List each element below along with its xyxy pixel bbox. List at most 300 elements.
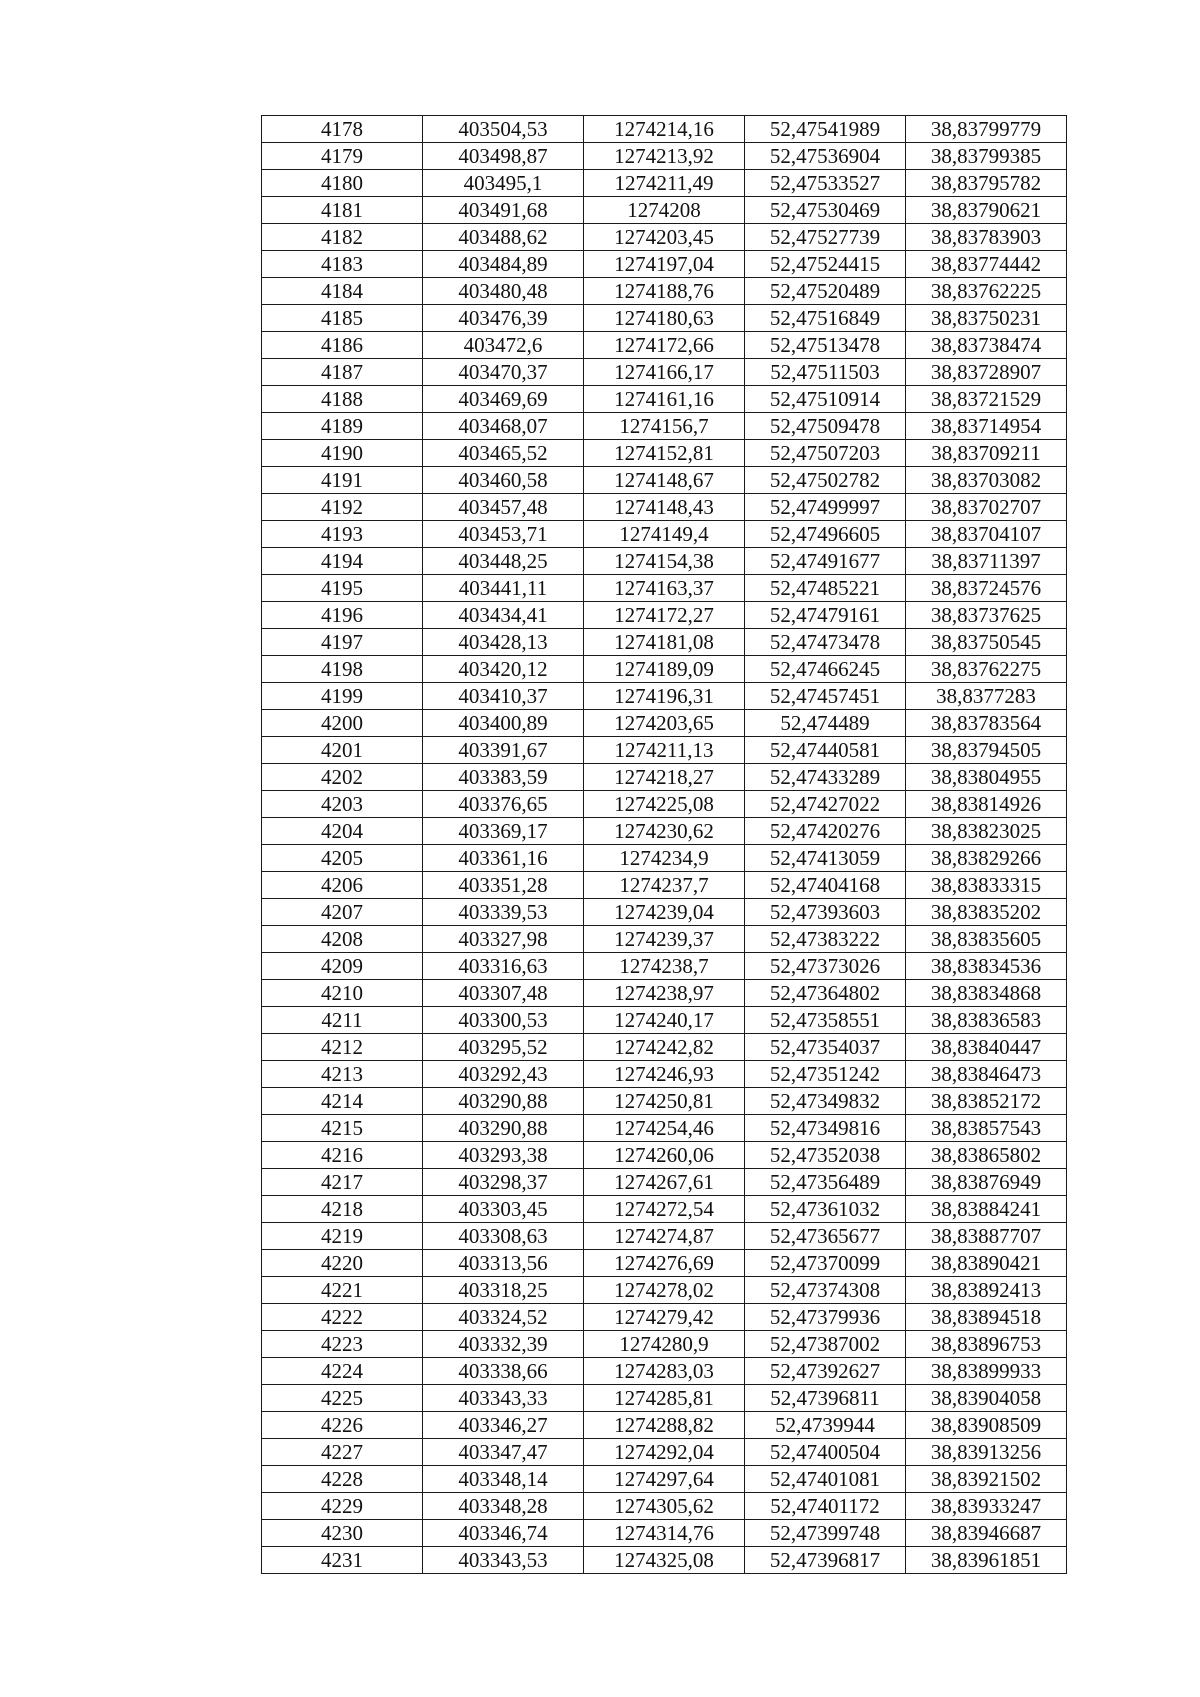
y-coordinate-cell: 1274148,67 [584, 467, 745, 494]
table-row [262, 872, 1067, 899]
longitude-cell: 38,83711397 [906, 548, 1067, 575]
longitude-cell: 38,83799779 [906, 116, 1067, 143]
longitude-cell: 38,83814926 [906, 791, 1067, 818]
longitude-cell: 38,83823025 [906, 818, 1067, 845]
latitude-cell: 52,47427022 [745, 791, 906, 818]
longitude-cell: 38,8377283 [906, 683, 1067, 710]
table-row [262, 1385, 1067, 1412]
longitude-cell: 38,83904058 [906, 1385, 1067, 1412]
point-number-cell: 4192 [262, 494, 423, 521]
latitude-cell: 52,47473478 [745, 629, 906, 656]
y-coordinate-cell: 1274154,38 [584, 548, 745, 575]
y-coordinate-cell: 1274196,31 [584, 683, 745, 710]
point-number-cell: 4205 [262, 845, 423, 872]
table-row [262, 1277, 1067, 1304]
coordinates-table-body [262, 116, 1067, 1574]
point-number-cell: 4224 [262, 1358, 423, 1385]
x-coordinate-cell: 403346,27 [423, 1412, 584, 1439]
point-number-cell: 4200 [262, 710, 423, 737]
y-coordinate-cell: 1274172,66 [584, 332, 745, 359]
y-coordinate-cell: 1274225,08 [584, 791, 745, 818]
point-number-cell: 4214 [262, 1088, 423, 1115]
table-row [262, 494, 1067, 521]
y-coordinate-cell: 1274189,09 [584, 656, 745, 683]
longitude-cell: 38,83946687 [906, 1520, 1067, 1547]
table-row [262, 224, 1067, 251]
table-row [262, 710, 1067, 737]
y-coordinate-cell: 1274211,13 [584, 737, 745, 764]
table-row [262, 1493, 1067, 1520]
longitude-cell: 38,83840447 [906, 1034, 1067, 1061]
table-row [262, 197, 1067, 224]
longitude-cell: 38,83750231 [906, 305, 1067, 332]
latitude-cell: 52,47349816 [745, 1115, 906, 1142]
x-coordinate-cell: 403453,71 [423, 521, 584, 548]
x-coordinate-cell: 403491,68 [423, 197, 584, 224]
longitude-cell: 38,83709211 [906, 440, 1067, 467]
point-number-cell: 4193 [262, 521, 423, 548]
y-coordinate-cell: 1274246,93 [584, 1061, 745, 1088]
x-coordinate-cell: 403290,88 [423, 1115, 584, 1142]
latitude-cell: 52,47352038 [745, 1142, 906, 1169]
latitude-cell: 52,47396817 [745, 1547, 906, 1574]
x-coordinate-cell: 403348,28 [423, 1493, 584, 1520]
y-coordinate-cell: 1274314,76 [584, 1520, 745, 1547]
x-coordinate-cell: 403318,25 [423, 1277, 584, 1304]
longitude-cell: 38,83876949 [906, 1169, 1067, 1196]
x-coordinate-cell: 403316,63 [423, 953, 584, 980]
x-coordinate-cell: 403441,11 [423, 575, 584, 602]
point-number-cell: 4194 [262, 548, 423, 575]
longitude-cell: 38,83834536 [906, 953, 1067, 980]
point-number-cell: 4201 [262, 737, 423, 764]
x-coordinate-cell: 403308,63 [423, 1223, 584, 1250]
point-number-cell: 4206 [262, 872, 423, 899]
latitude-cell: 52,47349832 [745, 1088, 906, 1115]
longitude-cell: 38,83783903 [906, 224, 1067, 251]
latitude-cell: 52,47491677 [745, 548, 906, 575]
latitude-cell: 52,47401081 [745, 1466, 906, 1493]
x-coordinate-cell: 403298,37 [423, 1169, 584, 1196]
point-number-cell: 4195 [262, 575, 423, 602]
table-row [262, 332, 1067, 359]
table-row [262, 1061, 1067, 1088]
longitude-cell: 38,83884241 [906, 1196, 1067, 1223]
latitude-cell: 52,47373026 [745, 953, 906, 980]
y-coordinate-cell: 1274234,9 [584, 845, 745, 872]
table-row [262, 1439, 1067, 1466]
y-coordinate-cell: 1274276,69 [584, 1250, 745, 1277]
y-coordinate-cell: 1274279,42 [584, 1304, 745, 1331]
x-coordinate-cell: 403351,28 [423, 872, 584, 899]
point-number-cell: 4187 [262, 359, 423, 386]
latitude-cell: 52,47511503 [745, 359, 906, 386]
x-coordinate-cell: 403472,6 [423, 332, 584, 359]
y-coordinate-cell: 1274188,76 [584, 278, 745, 305]
latitude-cell: 52,47530469 [745, 197, 906, 224]
table-row [262, 1331, 1067, 1358]
x-coordinate-cell: 403339,53 [423, 899, 584, 926]
point-number-cell: 4220 [262, 1250, 423, 1277]
x-coordinate-cell: 403465,52 [423, 440, 584, 467]
table-row [262, 467, 1067, 494]
y-coordinate-cell: 1274149,4 [584, 521, 745, 548]
y-coordinate-cell: 1274166,17 [584, 359, 745, 386]
y-coordinate-cell: 1274239,37 [584, 926, 745, 953]
latitude-cell: 52,47356489 [745, 1169, 906, 1196]
point-number-cell: 4223 [262, 1331, 423, 1358]
y-coordinate-cell: 1274305,62 [584, 1493, 745, 1520]
longitude-cell: 38,83896753 [906, 1331, 1067, 1358]
point-number-cell: 4209 [262, 953, 423, 980]
latitude-cell: 52,47479161 [745, 602, 906, 629]
y-coordinate-cell: 1274214,16 [584, 116, 745, 143]
longitude-cell: 38,83724576 [906, 575, 1067, 602]
longitude-cell: 38,83737625 [906, 602, 1067, 629]
y-coordinate-cell: 1274238,97 [584, 980, 745, 1007]
x-coordinate-cell: 403303,45 [423, 1196, 584, 1223]
table-row [262, 953, 1067, 980]
table-row [262, 737, 1067, 764]
longitude-cell: 38,83795782 [906, 170, 1067, 197]
latitude-cell: 52,47420276 [745, 818, 906, 845]
table-row [262, 926, 1067, 953]
longitude-cell: 38,83762275 [906, 656, 1067, 683]
y-coordinate-cell: 1274238,7 [584, 953, 745, 980]
longitude-cell: 38,83852172 [906, 1088, 1067, 1115]
latitude-cell: 52,47358551 [745, 1007, 906, 1034]
table-row [262, 1142, 1067, 1169]
latitude-cell: 52,47485221 [745, 575, 906, 602]
table-row [262, 278, 1067, 305]
x-coordinate-cell: 403327,98 [423, 926, 584, 953]
longitude-cell: 38,83704107 [906, 521, 1067, 548]
point-number-cell: 4185 [262, 305, 423, 332]
table-row [262, 1196, 1067, 1223]
latitude-cell: 52,47365677 [745, 1223, 906, 1250]
x-coordinate-cell: 403383,59 [423, 764, 584, 791]
x-coordinate-cell: 403469,69 [423, 386, 584, 413]
y-coordinate-cell: 1274250,81 [584, 1088, 745, 1115]
point-number-cell: 4211 [262, 1007, 423, 1034]
y-coordinate-cell: 1274278,02 [584, 1277, 745, 1304]
latitude-cell: 52,47499997 [745, 494, 906, 521]
x-coordinate-cell: 403428,13 [423, 629, 584, 656]
latitude-cell: 52,47393603 [745, 899, 906, 926]
longitude-cell: 38,83835202 [906, 899, 1067, 926]
x-coordinate-cell: 403448,25 [423, 548, 584, 575]
y-coordinate-cell: 1274267,61 [584, 1169, 745, 1196]
x-coordinate-cell: 403400,89 [423, 710, 584, 737]
table-row [262, 1304, 1067, 1331]
point-number-cell: 4213 [262, 1061, 423, 1088]
latitude-cell: 52,47379936 [745, 1304, 906, 1331]
y-coordinate-cell: 1274292,04 [584, 1439, 745, 1466]
latitude-cell: 52,47536904 [745, 143, 906, 170]
point-number-cell: 4179 [262, 143, 423, 170]
latitude-cell: 52,47383222 [745, 926, 906, 953]
point-number-cell: 4225 [262, 1385, 423, 1412]
longitude-cell: 38,83887707 [906, 1223, 1067, 1250]
latitude-cell: 52,47351242 [745, 1061, 906, 1088]
point-number-cell: 4219 [262, 1223, 423, 1250]
x-coordinate-cell: 403391,67 [423, 737, 584, 764]
point-number-cell: 4182 [262, 224, 423, 251]
table-row [262, 899, 1067, 926]
latitude-cell: 52,47370099 [745, 1250, 906, 1277]
table-row [262, 1547, 1067, 1574]
y-coordinate-cell: 1274242,82 [584, 1034, 745, 1061]
longitude-cell: 38,83762225 [906, 278, 1067, 305]
x-coordinate-cell: 403313,56 [423, 1250, 584, 1277]
longitude-cell: 38,83894518 [906, 1304, 1067, 1331]
x-coordinate-cell: 403293,38 [423, 1142, 584, 1169]
y-coordinate-cell: 1274280,9 [584, 1331, 745, 1358]
point-number-cell: 4207 [262, 899, 423, 926]
table-row [262, 602, 1067, 629]
point-number-cell: 4228 [262, 1466, 423, 1493]
point-number-cell: 4197 [262, 629, 423, 656]
point-number-cell: 4217 [262, 1169, 423, 1196]
x-coordinate-cell: 403307,48 [423, 980, 584, 1007]
y-coordinate-cell: 1274230,62 [584, 818, 745, 845]
y-coordinate-cell: 1274203,45 [584, 224, 745, 251]
x-coordinate-cell: 403457,48 [423, 494, 584, 521]
x-coordinate-cell: 403300,53 [423, 1007, 584, 1034]
latitude-cell: 52,47507203 [745, 440, 906, 467]
x-coordinate-cell: 403495,1 [423, 170, 584, 197]
table-row [262, 1466, 1067, 1493]
longitude-cell: 38,83921502 [906, 1466, 1067, 1493]
latitude-cell: 52,47396811 [745, 1385, 906, 1412]
y-coordinate-cell: 1274181,08 [584, 629, 745, 656]
x-coordinate-cell: 403434,41 [423, 602, 584, 629]
latitude-cell: 52,47541989 [745, 116, 906, 143]
table-row [262, 170, 1067, 197]
table-row [262, 1088, 1067, 1115]
point-number-cell: 4186 [262, 332, 423, 359]
latitude-cell: 52,47496605 [745, 521, 906, 548]
x-coordinate-cell: 403324,52 [423, 1304, 584, 1331]
y-coordinate-cell: 1274197,04 [584, 251, 745, 278]
latitude-cell: 52,47361032 [745, 1196, 906, 1223]
table-row [262, 1169, 1067, 1196]
latitude-cell: 52,47364802 [745, 980, 906, 1007]
x-coordinate-cell: 403290,88 [423, 1088, 584, 1115]
table-row [262, 1358, 1067, 1385]
y-coordinate-cell: 1274172,27 [584, 602, 745, 629]
latitude-cell: 52,47404168 [745, 872, 906, 899]
y-coordinate-cell: 1274208 [584, 197, 745, 224]
latitude-cell: 52,47502782 [745, 467, 906, 494]
x-coordinate-cell: 403347,47 [423, 1439, 584, 1466]
latitude-cell: 52,474489 [745, 710, 906, 737]
latitude-cell: 52,47513478 [745, 332, 906, 359]
x-coordinate-cell: 403343,33 [423, 1385, 584, 1412]
longitude-cell: 38,83961851 [906, 1547, 1067, 1574]
x-coordinate-cell: 403410,37 [423, 683, 584, 710]
table-row [262, 845, 1067, 872]
point-number-cell: 4178 [262, 116, 423, 143]
y-coordinate-cell: 1274297,64 [584, 1466, 745, 1493]
longitude-cell: 38,83899933 [906, 1358, 1067, 1385]
longitude-cell: 38,83750545 [906, 629, 1067, 656]
y-coordinate-cell: 1274148,43 [584, 494, 745, 521]
point-number-cell: 4210 [262, 980, 423, 1007]
longitude-cell: 38,83790621 [906, 197, 1067, 224]
x-coordinate-cell: 403420,12 [423, 656, 584, 683]
longitude-cell: 38,83890421 [906, 1250, 1067, 1277]
y-coordinate-cell: 1274283,03 [584, 1358, 745, 1385]
x-coordinate-cell: 403488,62 [423, 224, 584, 251]
point-number-cell: 4196 [262, 602, 423, 629]
point-number-cell: 4222 [262, 1304, 423, 1331]
y-coordinate-cell: 1274161,16 [584, 386, 745, 413]
latitude-cell: 52,4739944 [745, 1412, 906, 1439]
latitude-cell: 52,47516849 [745, 305, 906, 332]
x-coordinate-cell: 403470,37 [423, 359, 584, 386]
point-number-cell: 4218 [262, 1196, 423, 1223]
point-number-cell: 4215 [262, 1115, 423, 1142]
y-coordinate-cell: 1274240,17 [584, 1007, 745, 1034]
point-number-cell: 4191 [262, 467, 423, 494]
latitude-cell: 52,47354037 [745, 1034, 906, 1061]
y-coordinate-cell: 1274180,63 [584, 305, 745, 332]
y-coordinate-cell: 1274213,92 [584, 143, 745, 170]
latitude-cell: 52,47399748 [745, 1520, 906, 1547]
point-number-cell: 4183 [262, 251, 423, 278]
longitude-cell: 38,83892413 [906, 1277, 1067, 1304]
point-number-cell: 4216 [262, 1142, 423, 1169]
longitude-cell: 38,83833315 [906, 872, 1067, 899]
table-row [262, 1520, 1067, 1547]
latitude-cell: 52,47509478 [745, 413, 906, 440]
coordinates-table [261, 115, 1067, 1574]
table-row [262, 548, 1067, 575]
y-coordinate-cell: 1274254,46 [584, 1115, 745, 1142]
x-coordinate-cell: 403292,43 [423, 1061, 584, 1088]
point-number-cell: 4202 [262, 764, 423, 791]
table-row [262, 1250, 1067, 1277]
y-coordinate-cell: 1274152,81 [584, 440, 745, 467]
latitude-cell: 52,47413059 [745, 845, 906, 872]
y-coordinate-cell: 1274239,04 [584, 899, 745, 926]
latitude-cell: 52,47374308 [745, 1277, 906, 1304]
table-row [262, 413, 1067, 440]
x-coordinate-cell: 403376,65 [423, 791, 584, 818]
longitude-cell: 38,83908509 [906, 1412, 1067, 1439]
table-row [262, 251, 1067, 278]
table-row [262, 818, 1067, 845]
latitude-cell: 52,47440581 [745, 737, 906, 764]
x-coordinate-cell: 403295,52 [423, 1034, 584, 1061]
longitude-cell: 38,83714954 [906, 413, 1067, 440]
point-number-cell: 4204 [262, 818, 423, 845]
latitude-cell: 52,47400504 [745, 1439, 906, 1466]
point-number-cell: 4226 [262, 1412, 423, 1439]
longitude-cell: 38,83865802 [906, 1142, 1067, 1169]
latitude-cell: 52,47533527 [745, 170, 906, 197]
latitude-cell: 52,47510914 [745, 386, 906, 413]
latitude-cell: 52,47527739 [745, 224, 906, 251]
y-coordinate-cell: 1274272,54 [584, 1196, 745, 1223]
x-coordinate-cell: 403343,53 [423, 1547, 584, 1574]
longitude-cell: 38,83774442 [906, 251, 1067, 278]
table-row [262, 575, 1067, 602]
latitude-cell: 52,47524415 [745, 251, 906, 278]
point-number-cell: 4184 [262, 278, 423, 305]
point-number-cell: 4180 [262, 170, 423, 197]
longitude-cell: 38,83835605 [906, 926, 1067, 953]
y-coordinate-cell: 1274237,7 [584, 872, 745, 899]
longitude-cell: 38,83829266 [906, 845, 1067, 872]
latitude-cell: 52,47392627 [745, 1358, 906, 1385]
x-coordinate-cell: 403346,74 [423, 1520, 584, 1547]
table-row [262, 683, 1067, 710]
y-coordinate-cell: 1274163,37 [584, 575, 745, 602]
table-row [262, 1034, 1067, 1061]
latitude-cell: 52,47466245 [745, 656, 906, 683]
point-number-cell: 4227 [262, 1439, 423, 1466]
table-row [262, 791, 1067, 818]
table-row [262, 305, 1067, 332]
x-coordinate-cell: 403361,16 [423, 845, 584, 872]
latitude-cell: 52,47401172 [745, 1493, 906, 1520]
y-coordinate-cell: 1274325,08 [584, 1547, 745, 1574]
point-number-cell: 4229 [262, 1493, 423, 1520]
table-row [262, 1223, 1067, 1250]
x-coordinate-cell: 403348,14 [423, 1466, 584, 1493]
table-row [262, 143, 1067, 170]
table-row [262, 1007, 1067, 1034]
table-row [262, 980, 1067, 1007]
longitude-cell: 38,83913256 [906, 1439, 1067, 1466]
longitude-cell: 38,83702707 [906, 494, 1067, 521]
x-coordinate-cell: 403338,66 [423, 1358, 584, 1385]
point-number-cell: 4199 [262, 683, 423, 710]
x-coordinate-cell: 403476,39 [423, 305, 584, 332]
x-coordinate-cell: 403369,17 [423, 818, 584, 845]
x-coordinate-cell: 403504,53 [423, 116, 584, 143]
x-coordinate-cell: 403480,48 [423, 278, 584, 305]
table-row [262, 656, 1067, 683]
x-coordinate-cell: 403468,07 [423, 413, 584, 440]
point-number-cell: 4208 [262, 926, 423, 953]
point-number-cell: 4212 [262, 1034, 423, 1061]
table-row [262, 629, 1067, 656]
y-coordinate-cell: 1274156,7 [584, 413, 745, 440]
x-coordinate-cell: 403498,87 [423, 143, 584, 170]
longitude-cell: 38,83836583 [906, 1007, 1067, 1034]
point-number-cell: 4203 [262, 791, 423, 818]
x-coordinate-cell: 403484,89 [423, 251, 584, 278]
latitude-cell: 52,47457451 [745, 683, 906, 710]
y-coordinate-cell: 1274285,81 [584, 1385, 745, 1412]
point-number-cell: 4221 [262, 1277, 423, 1304]
table-row [262, 359, 1067, 386]
point-number-cell: 4189 [262, 413, 423, 440]
longitude-cell: 38,83799385 [906, 143, 1067, 170]
y-coordinate-cell: 1274274,87 [584, 1223, 745, 1250]
longitude-cell: 38,83738474 [906, 332, 1067, 359]
table-row [262, 440, 1067, 467]
table-row [262, 1115, 1067, 1142]
longitude-cell: 38,83804955 [906, 764, 1067, 791]
y-coordinate-cell: 1274218,27 [584, 764, 745, 791]
latitude-cell: 52,47387002 [745, 1331, 906, 1358]
table-row [262, 1412, 1067, 1439]
y-coordinate-cell: 1274288,82 [584, 1412, 745, 1439]
